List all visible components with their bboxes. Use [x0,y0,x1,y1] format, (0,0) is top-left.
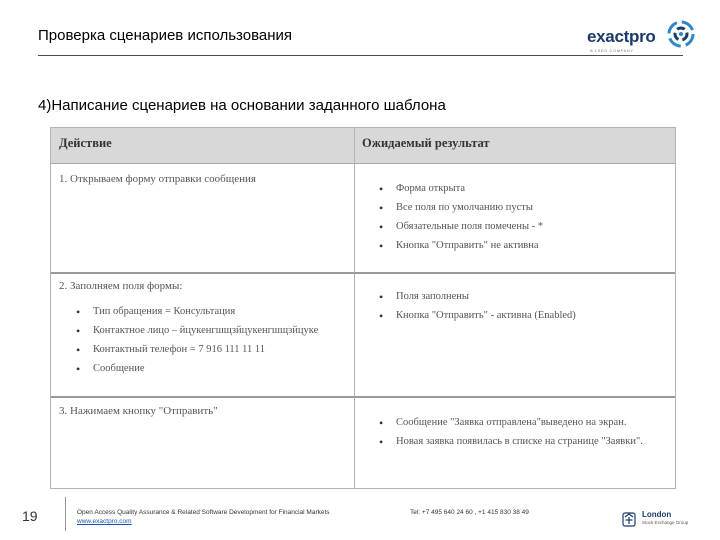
row3-results [379,417,643,447]
list-item: • Поля заполнены [379,291,576,302]
row2-results [379,291,576,321]
column-divider [354,128,355,488]
section-subtitle: 4)Написание сценариев на основании заданного шаблона [38,97,446,114]
list-item: • Тип обращения = Консультация [76,306,318,317]
lse-crest-icon [620,510,638,528]
row2-action-items [76,306,318,374]
list-item: • Новая заявка появилась в списке на странице "Заявки". [379,436,643,447]
lse-sub: Stock Exchange Group [642,520,689,525]
footer-website-link[interactable]: www.exactpro.com [77,518,132,525]
lse-name: London [642,510,672,519]
list-item: • Обязательные поля помечены - * [379,221,543,232]
lse-logo [620,508,690,530]
list-item: • Контактное лицо – йцукенгшщзйцукенгшщзйцуке [76,325,318,336]
list-item: • Контактный телефон = 7 916 111 11 11 [76,344,318,355]
footer-company-line: Open Access Quality Assurance & Related Software Development for Financial Markets [77,509,330,516]
list-item: • Сообщение [76,363,318,374]
page-number: 19 [22,508,38,524]
exactpro-swirl-icon [667,20,695,48]
slide-title: Проверка сценариев использования [38,27,293,44]
row3-action: 3. Нажимаем кнопку "Отправить" [59,405,218,417]
list-item: • Форма открыта [379,183,543,194]
list-item: • Кнопка "Отправить" не активна [379,240,543,251]
row2-action: 2. Заполняем поля формы: [59,280,183,292]
scenario-table [50,127,676,489]
row1-action: 1. Открываем форму отправки сообщения [59,173,256,185]
row1-results [379,183,543,251]
row-separator [51,396,675,398]
header-expected-result: Ожидаемый результат [362,136,490,150]
row-separator [51,272,675,274]
list-item: • Все поля по умолчанию пусты [379,202,543,213]
logo-tagline: A LSEG COMPANY [590,48,634,53]
footer-divider [65,497,66,531]
table-header-row [51,128,675,164]
exactpro-logo [587,17,697,59]
list-item: • Сообщение "Заявка отправлена"выведено на экран. [379,417,643,428]
header-action: Действие [59,136,112,150]
list-item: • Кнопка "Отправить" - активна (Enabled) [379,310,576,321]
footer-phone: Tel: +7 495 640 24 60 , +1 415 830 38 49 [410,509,529,516]
logo-wordmark: exactpro [587,27,656,46]
